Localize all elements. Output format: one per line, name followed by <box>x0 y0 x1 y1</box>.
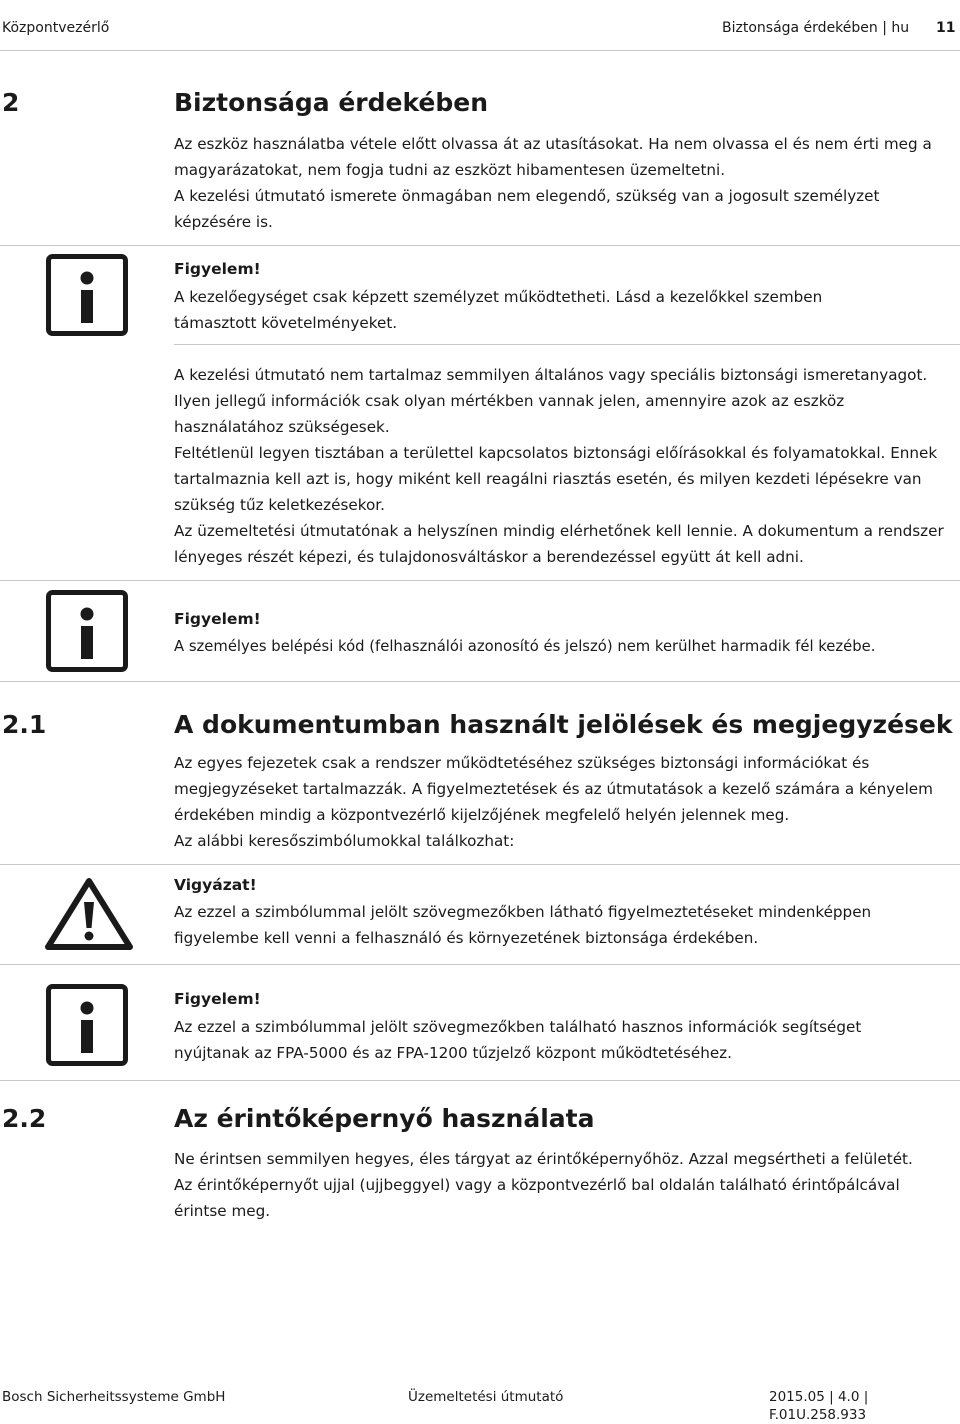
subsection-number: 2.1 <box>2 710 47 739</box>
running-header-left: Központvezérlő <box>2 20 110 36</box>
caution-text: Az ezzel a szimbólummal jelölt szövegmezőkben látható figyelmeztetéseket mindenképpen figyelembe kell venni a felhasználó és környezetének biztonsága érdekében. <box>174 903 872 947</box>
note-divider <box>0 245 960 246</box>
note-title: Figyelem! <box>174 610 261 628</box>
body-paragraph: Az alábbi keresőszimbólumokkal találkozhat: <box>174 832 515 850</box>
note-text: A kezelőegységet csak képzett személyzet működtetheti. Lásd a kezelőkkel szemben támasztott követelményeket. <box>174 288 823 332</box>
body-paragraphs <box>174 362 954 570</box>
note-divider <box>0 681 960 682</box>
note-text: Az ezzel a szimbólummal jelölt szövegmezőkben található hasznos információk segítséget nyújtanak az FPA-5000 és az FPA-1200 tűzjelző központ működtetéséhez. <box>174 1018 862 1062</box>
note-divider <box>0 580 960 581</box>
footer-right: 2015.05 | 4.0 | F.01U.258.933 <box>769 1389 869 1423</box>
intro-paragraphs <box>174 131 954 235</box>
note-text: A személyes belépési kód (felhasználói azonosító és jelszó) nem kerülhet harmadik fél kezébe. <box>174 638 876 655</box>
body-paragraph: Az üzemeltetési útmutatónak a helyszínen mindig elérhetőnek kell lennie. A dokumentum a rendszer lényeges részét képezi, és tulajdonosváltáskor a berendezéssel együtt át kell adni. <box>174 522 944 566</box>
body-paragraph: Ne érintsen semmilyen hegyes, éles tárgyat az érintőképernyőhöz. Azzal megsértheti a felületét. Az érintőképernyőt ujjal (ujjbeggyel) vagy a központvezérlő bal oldalán található érintőpálcával érintse meg. <box>174 1150 913 1220</box>
note-divider <box>0 1080 960 1081</box>
running-header-right: Biztonsága érdekében | hu <box>722 20 910 36</box>
subsection-title: Az érintőképernyő használata <box>174 1104 595 1133</box>
info-icon <box>46 984 128 1070</box>
page-number: 11 <box>936 20 956 36</box>
section-number: 2 <box>2 88 20 117</box>
body-paragraphs <box>174 750 954 854</box>
info-icon <box>46 254 128 340</box>
intro-paragraph: Az eszköz használatba vétele előtt olvassa át az utasításokat. Ha nem olvassa el és nem érti meg a magyarázatokat, nem fogja tudni az eszközt hibamentesen üzemeltetni. <box>174 135 932 179</box>
note-divider <box>174 344 960 345</box>
intro-paragraph: A kezelési útmutató ismerete önmagában nem elegendő, szükség van a jogosult személyzet képzésére is. <box>174 187 880 231</box>
note-divider <box>0 864 960 865</box>
footer-center: Üzemeltetési útmutató <box>408 1389 564 1405</box>
subsection-title: A dokumentumban használt jelölések és megjegyzések <box>174 710 953 739</box>
section-title: Biztonsága érdekében <box>174 88 489 117</box>
note-title: Figyelem! <box>174 260 261 278</box>
header-divider <box>0 50 960 51</box>
subsection-number: 2.2 <box>2 1104 47 1133</box>
body-paragraph: Feltétlenül legyen tisztában a területtel kapcsolatos biztonsági előírásokkal és folyamatokkal. Ennek tartalmaznia kell azt is, hogy miként kell reagálni riasztás esetén, és milyen kezdeti lépésekre van szükség tűz keletkezésekor. <box>174 444 938 514</box>
note-divider <box>0 964 960 965</box>
body-paragraph: A kezelési útmutató nem tartalmaz semmilyen általános vagy speciális biztonsági ismeretanyagot. Ilyen jellegű információk csak olyan mértékben vannak jelen, amennyire azok az eszköz használatához szükségesek. <box>174 366 928 436</box>
body-paragraph: Az egyes fejezetek csak a rendszer működtetéséhez szükséges biztonsági információkat és megjegyzéseket tartalmazzák. A figyelmeztetések és az útmutatások a kezelő számára a kényelem érdekében mindig a központvezérlő kijelzőjének megfelelő helyén jelennek meg. <box>174 754 933 824</box>
warning-triangle-icon <box>44 876 134 956</box>
footer-left: Bosch Sicherheitssysteme GmbH <box>2 1389 226 1405</box>
caution-title: Vigyázat! <box>174 876 257 894</box>
info-icon <box>46 590 128 676</box>
note-title: Figyelem! <box>174 990 261 1008</box>
